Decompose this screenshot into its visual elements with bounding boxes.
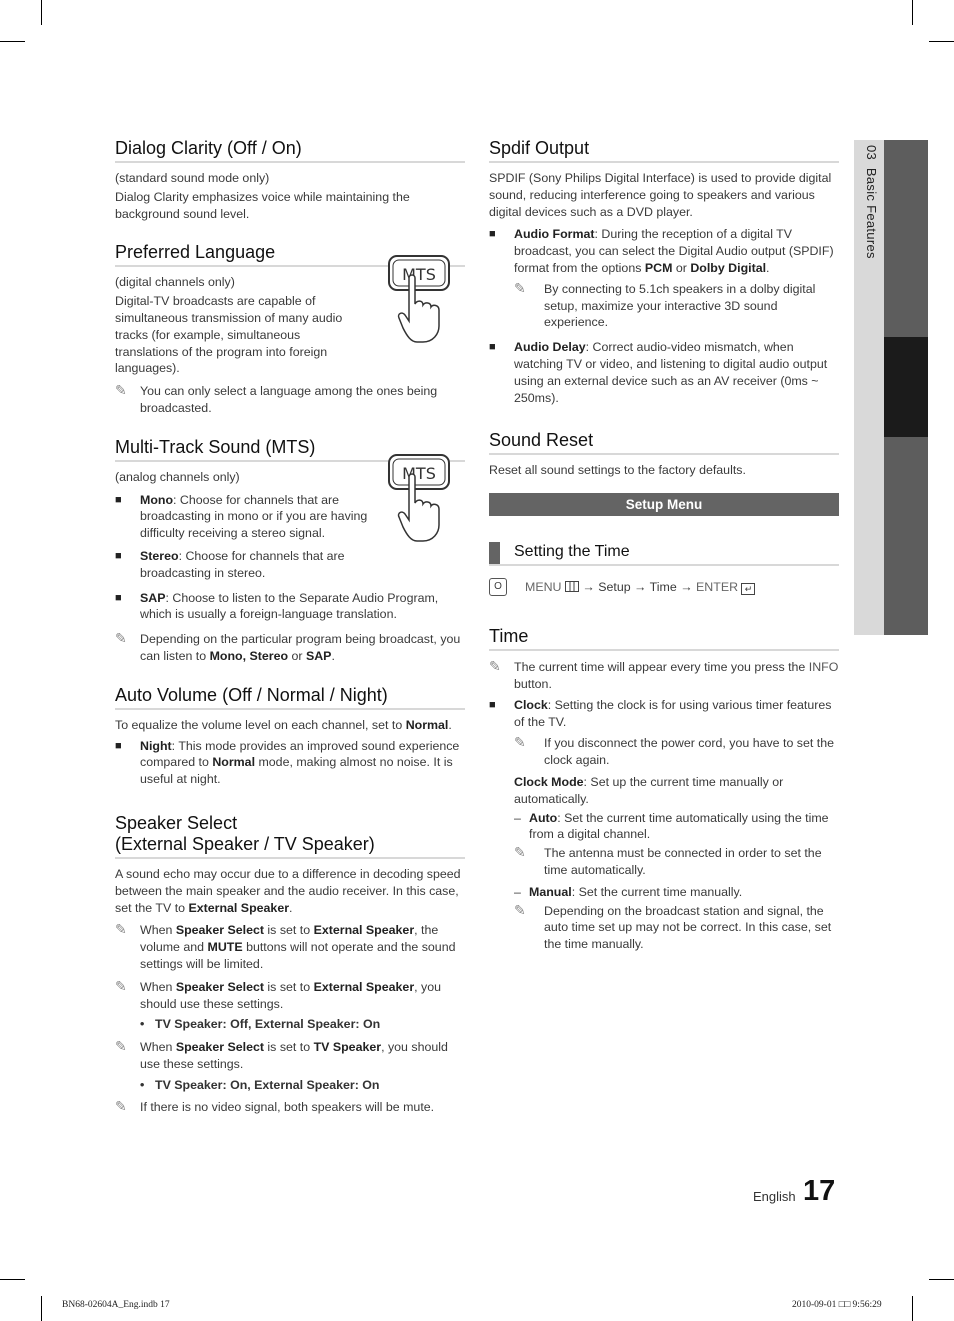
option-item <box>514 810 839 844</box>
desc-text: . <box>289 900 293 915</box>
enter-icon: ↵ <box>741 583 755 595</box>
note-text: The antenna must be connected in order to set the time automatically. <box>544 846 822 877</box>
list-item <box>115 492 380 542</box>
spdif-heading: Spdif Output <box>489 138 839 163</box>
item-text: : Setting the clock is for using various timer features of the TV. <box>514 697 832 729</box>
square-bullet-icon: ■ <box>115 493 122 506</box>
dash-bullet: – <box>514 884 521 899</box>
note-text: Depending on the particular program being broadcast, you can listen to <box>140 632 461 663</box>
auto-volume-desc <box>115 717 465 734</box>
pencil-note-icon: ✎ <box>115 977 127 994</box>
note-text: . <box>331 648 335 663</box>
left-column <box>115 138 465 1136</box>
square-bullet-icon: ■ <box>489 698 496 711</box>
dialog-clarity-mode: (standard sound mode only) <box>115 171 270 185</box>
note <box>514 903 839 953</box>
crop-mark <box>0 1279 25 1280</box>
item-text: . <box>766 260 770 275</box>
note-text: buttons will not operate and the sound settings will be limited. <box>140 940 456 971</box>
list-item <box>115 590 465 624</box>
note-text: If there is no video signal, both speakers will be mute. <box>140 1100 435 1115</box>
page-number: 17 <box>803 1175 836 1207</box>
setting-bullet <box>115 1016 465 1033</box>
list-item <box>489 226 839 331</box>
time-section <box>489 626 839 953</box>
note-text: is set to <box>263 1040 314 1055</box>
note-text: The current time will appear every time you press the <box>514 660 809 675</box>
pencil-note-icon: ✎ <box>115 382 127 399</box>
square-bullet-icon: ■ <box>489 341 496 354</box>
print-slug-right: 2010-09-01 □□ 9:56:29 <box>792 1300 882 1310</box>
mts-remote-icon <box>387 254 451 344</box>
setting-the-time-heading <box>489 542 839 566</box>
note-text: If you disconnect the power cord, you have to set the clock again. <box>544 736 834 768</box>
spdif-section <box>489 138 839 406</box>
item-term: Stereo <box>140 548 179 563</box>
note-term: SAP <box>305 648 332 663</box>
note-text: When <box>140 979 176 994</box>
note-text: , the volume and <box>140 923 439 955</box>
note-term: External Speaker <box>313 979 415 994</box>
chapter-tab-active-block <box>884 337 928 437</box>
setting-text: TV Speaker: On, External Speaker: On <box>155 1077 380 1092</box>
pencil-note-icon: ✎ <box>514 844 526 861</box>
mts-icon-label: MTS <box>402 463 436 483</box>
setup-menu-bar: Setup Menu <box>489 493 839 516</box>
item-term: Clock <box>514 697 548 712</box>
square-bullet-icon: ■ <box>115 739 122 752</box>
crop-mark <box>41 1296 42 1321</box>
note-text: When <box>140 1040 176 1055</box>
print-slug-left: BN68-02604A_Eng.indb 17 <box>62 1300 170 1310</box>
time-heading: Time <box>489 626 839 651</box>
item-text: : Correct audio-video mismatch, when watching TV or video, and listening to digital audio output using an external device such as an AV receiver (0ms ~ 250ms). <box>514 340 828 405</box>
auto-volume-heading: Auto Volume (Off / Normal / Night) <box>115 685 465 710</box>
dialog-clarity-heading: Dialog Clarity (Off / On) <box>115 138 465 163</box>
note-term: Speaker Select <box>175 979 264 994</box>
desc-text: A sound echo may occur due to a difference in decoding speed between the main speaker and the audio receiver. In this case, set the TV to <box>115 866 461 915</box>
note <box>514 845 839 879</box>
remote-o-icon: O <box>489 578 507 596</box>
item-text: or <box>672 260 691 275</box>
item-text: : Choose for channels that are broadcasting in stereo. <box>140 548 345 580</box>
note <box>115 631 465 665</box>
pencil-note-icon: ✎ <box>514 279 526 296</box>
note-term: External Speaker <box>313 923 415 938</box>
note-text: Depending on the broadcast station and signal, the auto time set up may not be correct. In this case, set the time manually. <box>544 903 832 952</box>
menu-path <box>489 576 839 598</box>
sound-reset-heading: Sound Reset <box>489 430 839 455</box>
square-bullet-icon: ■ <box>489 228 496 241</box>
preferred-language-desc: Digital-TV broadcasts are capable of simultaneous transmission of many audio tracks (for example, simultaneous translations of the program into foreign languages). <box>115 294 343 376</box>
chapter-tab-block <box>884 140 928 337</box>
chapter-number: 03 <box>864 145 879 161</box>
desc-term: External Speaker <box>188 900 290 915</box>
list-item <box>489 697 839 953</box>
pencil-note-icon: ✎ <box>115 1038 127 1055</box>
crop-mark <box>929 41 954 42</box>
note-term: TV Speaker <box>313 1040 382 1055</box>
preferred-language-mode: (digital channels only) <box>115 275 235 290</box>
item-term: Clock Mode <box>514 774 584 789</box>
mts-mode: (analog channels only) <box>115 469 240 484</box>
list-item <box>115 548 365 582</box>
list-item <box>115 738 465 788</box>
note-text: , you should use these settings. <box>140 1040 448 1071</box>
sound-reset-section <box>489 430 839 479</box>
list-item <box>489 339 839 406</box>
preferred-language-heading: Preferred Language <box>115 242 465 267</box>
pencil-note-icon: ✎ <box>115 630 127 647</box>
preferred-language-section <box>115 242 465 416</box>
note-text: button. <box>514 676 552 691</box>
note <box>115 922 465 972</box>
speaker-select-heading <box>115 813 465 859</box>
note-text: is set to <box>263 923 314 938</box>
note <box>514 281 839 331</box>
note-text: is set to <box>263 979 314 994</box>
square-bullet-icon: ■ <box>115 549 122 562</box>
note-term: INFO <box>808 660 839 675</box>
arrow-text: → <box>676 580 697 595</box>
chapter-tab-label <box>859 145 879 405</box>
note-text: You can only select a language among the ones being broadcasted. <box>140 384 438 415</box>
note-text: , you should use these settings. <box>140 979 442 1011</box>
crop-mark <box>41 0 42 25</box>
dash-bullet: – <box>514 810 521 825</box>
note-term: Speaker Select <box>175 923 264 938</box>
chapter-title: Basic Features <box>864 167 879 259</box>
pencil-note-icon: ✎ <box>489 658 501 675</box>
pencil-note-icon: ✎ <box>115 1098 127 1115</box>
note <box>115 979 465 1013</box>
sound-reset-desc: Reset all sound settings to the factory defaults. <box>489 463 746 478</box>
setting-bullet <box>115 1077 465 1094</box>
heading-line: Speaker Select <box>115 812 238 833</box>
note <box>115 1099 465 1116</box>
item-term: Mono <box>140 492 174 507</box>
path-step: Setup <box>598 580 631 595</box>
item-term: PCM <box>644 260 673 275</box>
option-item <box>514 884 839 901</box>
dialog-clarity-section <box>115 138 465 222</box>
item-term: SAP <box>140 590 166 605</box>
crop-mark <box>912 1296 913 1321</box>
pencil-note-icon: ✎ <box>514 901 526 918</box>
item-term: Normal <box>212 755 256 770</box>
note-term: Speaker Select <box>175 1040 264 1055</box>
item-text: : During the reception of a digital TV broadcast, you can select the Digital Audio output (SPDIF) format from the options <box>514 227 834 275</box>
item-text: mode, making almost no noise. It is useful at night. <box>140 755 453 787</box>
bullet-dot-icon: • <box>140 1077 145 1092</box>
note-text: When <box>140 923 176 938</box>
heading-marker <box>489 542 500 564</box>
spdif-desc: SPDIF (Sony Philips Digital Interface) is used to provide digital sound, reducing interference going to speakers and various digital devices such as a DVD player. <box>489 171 832 219</box>
square-bullet-icon: ■ <box>115 591 122 604</box>
arrow-text: → <box>578 580 599 595</box>
menu-icon <box>565 581 579 592</box>
crop-mark <box>912 0 913 25</box>
note-text: or <box>288 648 306 663</box>
heading-line: (External Speaker / TV Speaker) <box>115 833 375 854</box>
note-text: By connecting to 5.1ch speakers in a dolby digital setup, maximize your interactive 3D sound experience. <box>544 281 816 330</box>
item-term: Audio Delay <box>514 340 586 355</box>
setting-text: TV Speaker: Off, External Speaker: On <box>155 1017 381 1032</box>
mts-remote-icon <box>387 453 451 543</box>
note-term: Mono, Stereo <box>209 648 289 663</box>
desc-term: Normal <box>405 717 449 732</box>
note <box>514 735 839 769</box>
crop-mark <box>929 1279 954 1280</box>
crop-mark <box>0 41 25 42</box>
option-term: Auto <box>529 810 558 825</box>
note <box>115 383 465 417</box>
item-text: : This mode provides an improved sound experience compared to <box>140 738 460 770</box>
note <box>115 1039 465 1073</box>
desc-text: . <box>448 717 452 732</box>
path-step: Time <box>649 580 677 595</box>
option-term: Manual <box>529 884 572 899</box>
speaker-select-desc <box>115 866 465 916</box>
pencil-note-icon: ✎ <box>514 734 526 751</box>
heading-text: Setting the Time <box>514 543 630 561</box>
option-text: : Set the current time automatically using the time from a digital channel. <box>529 810 829 842</box>
desc-text: To equalize the volume level on each channel, set to <box>115 717 406 732</box>
footer-language: English <box>753 1189 796 1204</box>
item-text: : Choose for channels that are broadcasting in mono or if you are having difficulty receiving a stereo signal. <box>140 492 368 541</box>
item-text: : Choose to listen to the Separate Audio Program, which is usually a foreign-language translation. <box>140 590 439 622</box>
enter-label: ENTER <box>696 580 739 595</box>
option-text: : Set the current time manually. <box>571 884 743 899</box>
right-column <box>489 138 839 953</box>
mts-section <box>115 437 465 665</box>
menu-label: MENU <box>525 580 562 595</box>
bullet-dot-icon: • <box>140 1017 145 1032</box>
note-term: MUTE <box>207 940 243 955</box>
item-term: Audio Format <box>514 227 595 242</box>
dialog-clarity-desc: Dialog Clarity emphasizes voice while maintaining the background sound level. <box>115 189 410 221</box>
mts-heading: Multi-Track Sound (MTS) <box>115 437 465 462</box>
mts-icon-label: MTS <box>402 265 436 285</box>
auto-volume-section <box>115 685 465 788</box>
arrow-text: → <box>630 580 650 595</box>
pencil-note-icon: ✎ <box>115 921 127 938</box>
item-text: : Set up the current time manually or automatically. <box>514 774 784 806</box>
note <box>489 659 839 693</box>
speaker-select-section <box>115 813 465 1116</box>
item-term: Dolby Digital <box>690 260 767 275</box>
chapter-tab-block <box>884 437 928 635</box>
item-term: Night <box>140 738 172 753</box>
clock-mode <box>514 774 839 808</box>
